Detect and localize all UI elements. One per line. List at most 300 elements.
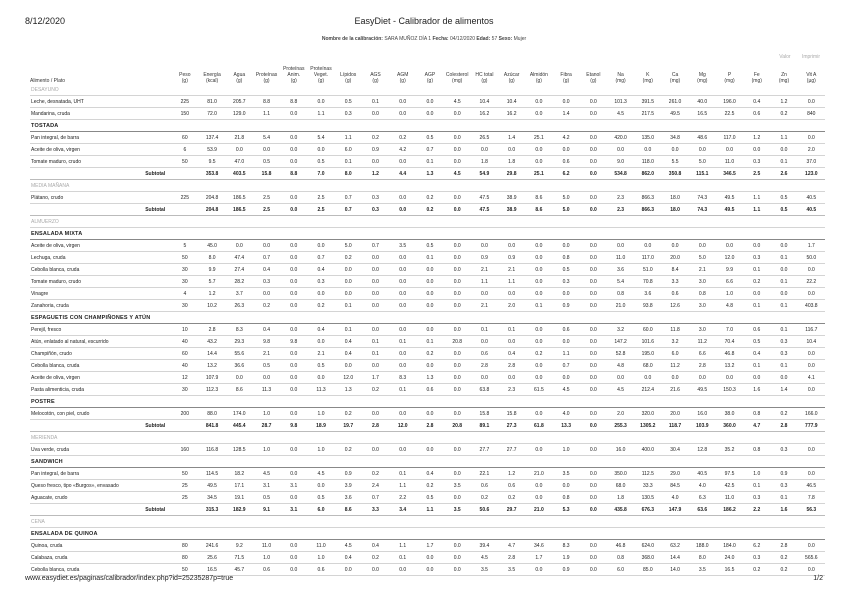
cell-value: 27.4 (226, 264, 253, 276)
cell-value: 114.5 (198, 468, 225, 480)
cell-value: 0.3 (253, 276, 280, 288)
cell-value: 0.0 (689, 144, 716, 156)
cell-value: 4.2 (553, 132, 580, 144)
column-unit: (g) (345, 78, 352, 84)
column-header (416, 66, 443, 84)
cell-value: 0.6 (553, 324, 580, 336)
cell-value: 49.5 (198, 480, 225, 492)
column-unit: (g) (563, 78, 570, 84)
cell-value: 135.0 (634, 132, 661, 144)
cell-value: 0.0 (416, 108, 443, 120)
cell-value: 0.0 (498, 144, 525, 156)
cell-value: 261.0 (661, 96, 688, 108)
cell-value: 34.8 (661, 132, 688, 144)
cell-value: 0.0 (471, 336, 498, 348)
food-name: Perejil, fresco (30, 324, 171, 336)
cell-value: 4.1 (798, 372, 825, 384)
cell-value: 0.0 (389, 324, 416, 336)
cell-value: 6.6 (689, 348, 716, 360)
cell-value: 1.0 (253, 408, 280, 420)
column-header (689, 66, 716, 84)
cell-value: 128.5 (226, 444, 253, 456)
cell-value: 0.0 (416, 408, 443, 420)
cell-value: 1.2 (198, 288, 225, 300)
cell-value: 2.1 (253, 348, 280, 360)
cell-value: 4.0 (553, 408, 580, 420)
cell-value: 1.1 (307, 108, 334, 120)
cell-value: 34.6 (525, 540, 552, 552)
food-name: Cebolla blanca, cruda (30, 564, 171, 576)
cell-value: 368.0 (634, 552, 661, 564)
column-title: Almidón (529, 72, 548, 78)
values-link[interactable]: Valor (779, 54, 791, 60)
cell-value: 0.3 (362, 204, 389, 216)
cell-value: 45.0 (198, 240, 225, 252)
cell-value: 5.0 (553, 204, 580, 216)
cell-value: 0.0 (798, 468, 825, 480)
cell-value: 0.0 (580, 336, 607, 348)
cell-value: 0.1 (770, 324, 797, 336)
cell-value: 200 (171, 408, 198, 420)
cell-value: 0.0 (416, 288, 443, 300)
cell-value: 160 (171, 444, 198, 456)
cell-value: 117.0 (716, 132, 743, 144)
cell-value: 0.1 (770, 252, 797, 264)
cell-value: 1.1 (498, 276, 525, 288)
cell-value: 0.0 (335, 276, 362, 288)
column-unit: (g) (181, 78, 188, 84)
cell-value: 11.0 (716, 492, 743, 504)
cell-value: 22.2 (798, 276, 825, 288)
cell-value: 0.0 (580, 348, 607, 360)
cell-value: 0.0 (389, 564, 416, 576)
table-row (30, 144, 825, 156)
column-title: K (646, 72, 650, 78)
column-unit: (mg) (778, 78, 790, 84)
cell-value: 8.8 (253, 96, 280, 108)
cell-value: 97.5 (716, 468, 743, 480)
column-title: Agua (233, 72, 246, 78)
cell-value: 68.0 (634, 360, 661, 372)
cell-value: 241.6 (198, 540, 225, 552)
cell-value: 21.6 (661, 384, 688, 396)
column-unit: (mg) (642, 78, 653, 84)
cell-value: 184.0 (716, 540, 743, 552)
cell-value: 12 (171, 372, 198, 384)
cell-value: 0.2 (770, 552, 797, 564)
food-name: Mandarina, cruda (30, 108, 171, 120)
cell-value: 3.1 (280, 504, 307, 516)
cell-value: 0.0 (444, 408, 471, 420)
cell-value: 2.6 (770, 168, 797, 180)
cell-value: 8.3 (226, 324, 253, 336)
cell-value: 112.5 (634, 468, 661, 480)
cell-value: 0.6 (471, 348, 498, 360)
cell-value: 11.2 (689, 336, 716, 348)
cell-value: 174.0 (226, 408, 253, 420)
cell-value: 0.5 (307, 360, 334, 372)
cell-value: 1.7 (362, 372, 389, 384)
cell-value: 103.9 (689, 420, 716, 432)
cell-value: 0.0 (580, 420, 607, 432)
cell-value: 1.1 (743, 192, 770, 204)
cell-value: 0.0 (580, 132, 607, 144)
cell-value: 0.5 (253, 360, 280, 372)
print-link[interactable]: Imprimir (801, 54, 820, 60)
cell-value: 0.0 (444, 552, 471, 564)
cell-value: 47.5 (471, 192, 498, 204)
cell-value: 3.7 (226, 288, 253, 300)
cell-value: 0.2 (416, 480, 443, 492)
cell-value: 116.7 (798, 324, 825, 336)
cell-value: 0.0 (580, 192, 607, 204)
column-title: Proteínas (255, 72, 278, 78)
cell-value: 47.0 (226, 156, 253, 168)
cell-value: 8.0 (335, 168, 362, 180)
cell-value: 0.1 (362, 96, 389, 108)
cell-value: 7.0 (307, 168, 334, 180)
cell-value: 1.0 (307, 552, 334, 564)
cell-value: 0.3 (307, 276, 334, 288)
cell-value: 1.9 (553, 552, 580, 564)
cell-value: 115.1 (689, 168, 716, 180)
cell-value: 0.4 (743, 348, 770, 360)
cell-value: 0.1 (743, 264, 770, 276)
cell-value: 14.4 (198, 348, 225, 360)
column-title: Fe (753, 72, 760, 78)
cell-value: 0.0 (798, 360, 825, 372)
cell-value: 0.2 (389, 132, 416, 144)
cell-value: 4.7 (743, 420, 770, 432)
column-header (498, 66, 525, 84)
section-title: DESAYUNO (30, 84, 825, 96)
cell-value: 4.8 (716, 300, 743, 312)
calibration-name-value: SARA MUÑOZ DÍA 1 (384, 36, 432, 42)
cell-value: 6 (171, 144, 198, 156)
cell-value: 0.0 (607, 372, 634, 384)
cell-value: 0.6 (498, 480, 525, 492)
cell-value: 0.5 (743, 336, 770, 348)
cell-value: 70.8 (634, 276, 661, 288)
column-header (716, 66, 743, 84)
column-header (798, 66, 825, 84)
cell-value: 1.1 (770, 132, 797, 144)
cell-value: 0.1 (525, 300, 552, 312)
cell-value: 0.0 (389, 108, 416, 120)
cell-value: 0.0 (580, 384, 607, 396)
cell-value: 6.0 (335, 144, 362, 156)
cell-value: 4.5 (335, 540, 362, 552)
cell-value: 2.8 (471, 360, 498, 372)
cell-value: 80 (171, 540, 198, 552)
cell-value: 0.4 (307, 324, 334, 336)
cell-value: 21.0 (525, 504, 552, 516)
cell-value: 50.0 (798, 252, 825, 264)
subtotal-row (30, 168, 825, 180)
column-title: Azúcar (503, 72, 520, 78)
cell-value: 0.9 (471, 252, 498, 264)
column-title: AGM (397, 72, 409, 78)
column-header (471, 66, 498, 84)
section-title: MEDIA MAÑANA (30, 180, 825, 192)
cell-value: 217.5 (634, 108, 661, 120)
cell-value: 0.2 (743, 276, 770, 288)
cell-value: 2.5 (253, 192, 280, 204)
cell-value: 0.7 (335, 192, 362, 204)
cell-value: 26.3 (226, 300, 253, 312)
cell-value: 0.0 (770, 264, 797, 276)
cell-value: 0.2 (362, 552, 389, 564)
cell-value: 6.2 (553, 168, 580, 180)
table-header-row (30, 66, 825, 84)
cell-value: 28.7 (253, 420, 280, 432)
cell-value: 0.4 (307, 264, 334, 276)
column-unit: (g) (317, 78, 325, 84)
section-title: ALMUERZO (30, 216, 825, 228)
cell-value: 0.0 (444, 348, 471, 360)
cell-value: 15.8 (498, 408, 525, 420)
cell-value: 0.2 (253, 300, 280, 312)
cell-value: 0.0 (471, 240, 498, 252)
cell-value: 0.0 (362, 252, 389, 264)
cell-value: 0.0 (498, 288, 525, 300)
cell-value: 0.0 (444, 108, 471, 120)
food-name: Tomate maduro, crudo (30, 156, 171, 168)
cell-value: 40 (171, 336, 198, 348)
cell-value: 205.7 (226, 96, 253, 108)
cell-value: 147.9 (661, 504, 688, 516)
cell-value: 0.0 (389, 96, 416, 108)
cell-value: 19.1 (226, 492, 253, 504)
cell-value: 0.0 (661, 372, 688, 384)
cell-value: 0.0 (553, 288, 580, 300)
cell-value: 49.5 (661, 108, 688, 120)
cell-value: 0.0 (280, 348, 307, 360)
section-title: SANDWICH (30, 456, 825, 468)
cell-value: 0.0 (253, 144, 280, 156)
column-title: Proteínas Anim. (283, 66, 305, 78)
cell-value: 350.0 (607, 468, 634, 480)
column-header (171, 66, 198, 84)
column-title: Vit A (806, 72, 817, 78)
food-name: Lechuga, cruda (30, 252, 171, 264)
cell-value: 0.0 (770, 288, 797, 300)
cell-value: 0.0 (580, 144, 607, 156)
cell-value: 0.0 (280, 288, 307, 300)
column-header (226, 66, 253, 84)
column-unit: (g) (290, 78, 297, 84)
cell-value: 1.0 (253, 444, 280, 456)
cell-value: 150.3 (716, 384, 743, 396)
cell-value: 27.7 (471, 444, 498, 456)
column-title: Lípidos (340, 72, 357, 78)
cell-value: 0.0 (416, 276, 443, 288)
cell-value: 40.5 (798, 204, 825, 216)
cell-value: 85.0 (634, 564, 661, 576)
cell-value: 204.8 (198, 204, 225, 216)
page-number: 1/2 (813, 575, 823, 582)
subtotal-label: Subtotal (30, 420, 171, 432)
subtotal-label: Subtotal (30, 504, 171, 516)
page-title: EasyDiet - Calibrador de alimentos (354, 16, 494, 26)
cell-value: 22.5 (716, 108, 743, 120)
cell-value: 16.2 (471, 108, 498, 120)
table-row (30, 156, 825, 168)
print-date: 8/12/2020 (25, 16, 66, 26)
cell-value: 0.0 (525, 288, 552, 300)
cell-value: 0.1 (362, 348, 389, 360)
cell-value: 353.8 (198, 168, 225, 180)
dish-group-row (30, 120, 825, 132)
cell-value: 0.0 (743, 288, 770, 300)
cell-value: 55.6 (226, 348, 253, 360)
cell-value: 0.2 (770, 408, 797, 420)
table-row (30, 276, 825, 288)
cell-value: 0.0 (580, 444, 607, 456)
cell-value: 2.4 (362, 480, 389, 492)
cell-value: 186.2 (716, 504, 743, 516)
column-title: Fibra (560, 72, 572, 78)
cell-value: 866.3 (634, 192, 661, 204)
cell-value: 0.0 (280, 108, 307, 120)
cell-value: 0.0 (798, 348, 825, 360)
cell-value: 63.2 (661, 540, 688, 552)
cell-value: 9.8 (253, 336, 280, 348)
cell-value: 118.7 (661, 420, 688, 432)
cell-value: 3.1 (280, 480, 307, 492)
cell-value: 0.0 (798, 288, 825, 300)
column-unit: (g) (372, 78, 379, 84)
section-title: ENSALADA MIXTA (30, 228, 825, 240)
table-row (30, 240, 825, 252)
column-unit: (g) (481, 78, 488, 84)
cell-value: 47.5 (471, 204, 498, 216)
cell-value: 403.8 (798, 300, 825, 312)
cell-value: 15.8 (253, 168, 280, 180)
cell-value: 6.0 (661, 348, 688, 360)
dish-group-row (30, 396, 825, 408)
column-unit: (mg) (724, 78, 735, 84)
cell-value: 0.0 (553, 96, 580, 108)
cell-value: 0.8 (607, 288, 634, 300)
cell-value: 0.0 (525, 252, 552, 264)
cell-value: 3.5 (444, 504, 471, 516)
cell-value: 0.6 (471, 480, 498, 492)
cell-value: 11.0 (307, 540, 334, 552)
cell-value: 0.5 (307, 156, 334, 168)
cell-value: 0.0 (525, 156, 552, 168)
cell-value: 0.0 (444, 540, 471, 552)
cell-value: 182.9 (226, 504, 253, 516)
cell-value: 9.0 (607, 156, 634, 168)
cell-value: 0.0 (389, 348, 416, 360)
cell-value: 840 (798, 108, 825, 120)
cell-value: 360.0 (716, 420, 743, 432)
column-title: Energía (203, 72, 221, 78)
cell-value: 3.0 (689, 300, 716, 312)
table-row (30, 336, 825, 348)
cell-value: 0.0 (743, 144, 770, 156)
cell-value: 2.3 (607, 204, 634, 216)
cell-value: 435.8 (607, 504, 634, 516)
cell-value: 30 (171, 384, 198, 396)
cell-value: 0.0 (525, 336, 552, 348)
cell-value: 0.1 (335, 156, 362, 168)
cell-value: 0.0 (661, 240, 688, 252)
cell-value (171, 204, 198, 216)
cell-value: 4.2 (389, 144, 416, 156)
cell-value: 1.1 (471, 276, 498, 288)
cell-value: 25 (171, 480, 198, 492)
cell-value: 0.0 (553, 480, 580, 492)
cell-value: 0.0 (253, 240, 280, 252)
cell-value: 2.8 (416, 420, 443, 432)
cell-value: 16.2 (498, 108, 525, 120)
cell-value: 0.0 (525, 240, 552, 252)
cell-value: 2.5 (743, 168, 770, 180)
cell-value: 2.3 (498, 384, 525, 396)
cell-value: 60.0 (634, 324, 661, 336)
cell-value: 42.5 (716, 480, 743, 492)
column-header (335, 66, 362, 84)
cell-value: 0.0 (362, 108, 389, 120)
cell-value: 16.5 (689, 108, 716, 120)
dish-group-row (30, 312, 825, 324)
cell-value: 61.5 (525, 384, 552, 396)
cell-value: 101.3 (607, 96, 634, 108)
column-header (525, 66, 552, 84)
cell-value: 45.7 (226, 564, 253, 576)
cell-value: 8.6 (335, 504, 362, 516)
cell-value: 0.0 (444, 564, 471, 576)
cell-value: 0.6 (416, 384, 443, 396)
cell-value: 21.0 (525, 468, 552, 480)
cell-value: 34.5 (198, 492, 225, 504)
cell-value: 1.1 (253, 108, 280, 120)
cell-value: 445.4 (226, 420, 253, 432)
cell-value: 0.1 (770, 300, 797, 312)
cell-value: 56.3 (798, 504, 825, 516)
cell-value: 0.9 (362, 144, 389, 156)
cell-value: 1.0 (743, 468, 770, 480)
cell-value: 4.5 (607, 108, 634, 120)
cell-value: 0.0 (226, 240, 253, 252)
cell-value: 0.0 (580, 204, 607, 216)
cell-value: 0.2 (335, 252, 362, 264)
cell-value: 186.5 (226, 192, 253, 204)
cell-value: 188.0 (689, 540, 716, 552)
page-url: www.easydiet.es/paginas/calibrador/index.php?id=25235287p=true (25, 575, 234, 582)
cell-value: 866.3 (634, 204, 661, 216)
cell-value: 0.9 (335, 468, 362, 480)
cell-value: 0.0 (389, 288, 416, 300)
cell-value: 195.0 (634, 348, 661, 360)
cell-value: 39.4 (471, 540, 498, 552)
cell-value: 3.4 (389, 504, 416, 516)
cell-value: 0.0 (580, 324, 607, 336)
cell-value: 1.2 (770, 96, 797, 108)
column-unit: (mg) (669, 78, 681, 84)
cell-value: 43.2 (198, 336, 225, 348)
subtotal-row (30, 204, 825, 216)
cell-value: 0.0 (580, 360, 607, 372)
cell-value: 0.0 (280, 264, 307, 276)
cell-value: 3.6 (634, 288, 661, 300)
cell-value: 0.6 (743, 324, 770, 336)
cell-value: 22.1 (471, 468, 498, 480)
cell-value: 0.0 (798, 264, 825, 276)
dish-group-row (30, 228, 825, 240)
